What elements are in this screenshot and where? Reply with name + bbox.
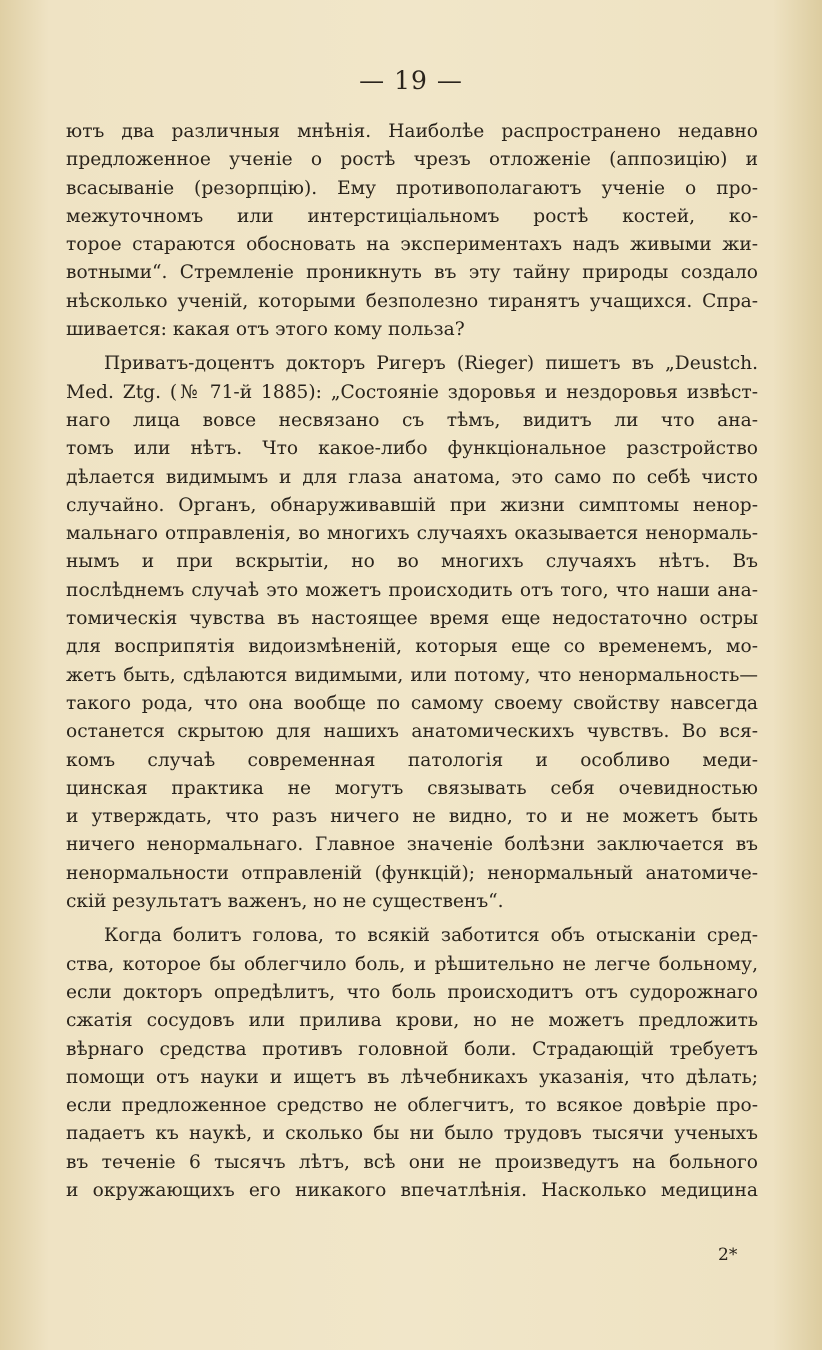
text-line: ненормальности отправленій (функцій); ненормальный анатомиче- xyxy=(66,862,758,884)
text-line: жетъ быть, сдѣлаются видимыми, или потому, что ненормальность— xyxy=(66,664,758,686)
text-line: послѣднемъ случаѣ это можетъ происходить отъ того, что наши ана- xyxy=(66,579,758,601)
text-line: и утверждать, что разъ ничего не видно, то и не можетъ быть xyxy=(66,806,758,828)
text-line: ничего ненормальнаго. Главное значеніе болѣзни заключается въ xyxy=(66,834,758,856)
text-line: и окружающихъ его никакого впечатлѣнія. Насколько медицина xyxy=(66,1179,758,1201)
text-line: мальнаго отправленія, во многихъ случаяхъ оказывается ненормаль- xyxy=(66,523,758,545)
text-line: вотными“. Стремленіе проникнуть въ эту тайну природы создало xyxy=(66,262,758,284)
body-text xyxy=(66,118,758,1205)
text-line: въ теченіе 6 тысячъ лѣтъ, всѣ они не произведутъ на больного xyxy=(66,1151,758,1173)
text-line: Когда болитъ голова, то всякій заботится объ отысканіи сред- xyxy=(104,925,758,947)
text-line: такого рода, что она вообще по самому своему свойству навсегда xyxy=(66,692,758,714)
text-line: падаетъ къ наукѣ, и сколько бы ни было трудовъ тысячи ученыхъ xyxy=(66,1123,758,1145)
text-line: если предложенное средство не облегчитъ, то всякое довѣріе про- xyxy=(66,1095,758,1117)
text-line: случайно. Органъ, обнаруживавшій при жизни симптомы ненор- xyxy=(66,494,758,516)
text-line: комъ случаѣ современная патологія и особливо меди- xyxy=(66,749,758,771)
text-line: ютъ два различныя мнѣнія. Наиболѣе распространено недавно xyxy=(66,121,758,142)
page-number: — 19 — xyxy=(359,66,463,95)
text-line: Med. Ztg. (№ 71-й 1885): „Состояніе здоровья и нездоровья извѣст- xyxy=(66,381,758,403)
text-line: предложенное ученіе о ростѣ чрезъ отложеніе (аппозицію) и xyxy=(66,149,758,171)
text-line: скій результатъ важенъ, но не существенъ“. xyxy=(66,891,504,913)
signature-mark: 2* xyxy=(718,1245,738,1265)
text-line: шивается: какая отъ этого кому польза? xyxy=(66,319,465,341)
text-line: межуточномъ или интерстиціальномъ ростѣ костей, ко- xyxy=(66,205,758,227)
text-line: вѣрнаго средства противъ головной боли. Страдающій требуетъ xyxy=(66,1038,758,1060)
text-line: если докторъ опредѣлитъ, что боль происходитъ отъ судорожнаго xyxy=(66,981,758,1003)
text-line: томическія чувства въ настоящее время еще недостаточно остры xyxy=(66,608,758,630)
text-line: всасываніе (резорпцію). Ему противополагаютъ ученіе о про- xyxy=(66,177,758,199)
text-line: наго лица вовсе несвязано съ тѣмъ, видитъ ли что ана- xyxy=(66,409,758,431)
text-line: Приватъ-доцентъ докторъ Ригеръ (Rieger) пишетъ въ „Deustch. xyxy=(104,353,758,375)
text-line: ства, которое бы облегчило боль, и рѣшительно не легче больному, xyxy=(66,953,758,975)
text-line: нымъ и при вскрытіи, но во многихъ случаяхъ нѣтъ. Въ xyxy=(66,551,758,573)
text-line: томъ или нѣтъ. Что какое-либо функціональное разстройство xyxy=(66,438,758,460)
text-line: для восприпятія видоизмѣненій, которыя еще со временемъ, мо- xyxy=(66,636,758,658)
text-line: помощи отъ науки и ищетъ въ лѣчебникахъ указанія, что дѣлать; xyxy=(66,1066,758,1088)
text-line: цинская практика не могутъ связывать себя очевидностью xyxy=(66,777,758,799)
text-line: сжатія сосудовъ или прилива крови, но не можетъ предложить xyxy=(66,1010,758,1032)
text-line: нѣсколько ученій, которыми безполезно тиранятъ учащихся. Спра- xyxy=(66,290,758,312)
text-line: торое стараются обосновать на экспериментахъ надъ живыми жи- xyxy=(66,234,758,256)
text-line: дѣлается видимымъ и для глаза анатома, это само по себѣ чисто xyxy=(66,466,758,488)
text-line: останется скрытою для нашихъ анатомическихъ чувствъ. Во вся- xyxy=(66,721,758,743)
